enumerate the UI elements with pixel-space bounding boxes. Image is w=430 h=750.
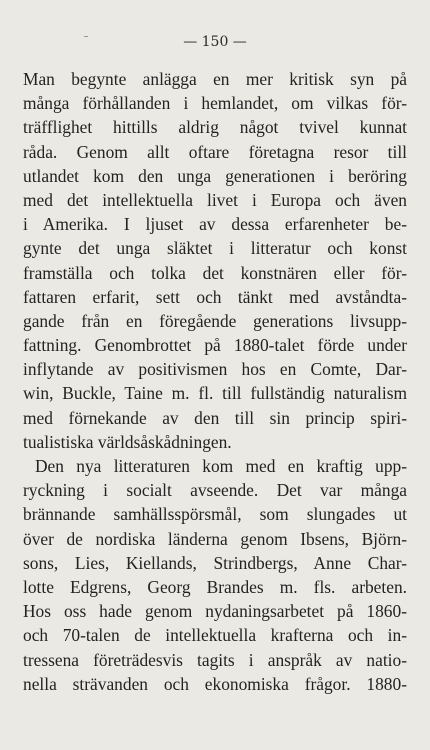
text-line: sons, Lies, Kiellands, Strindbergs, Anne Char-: [23, 552, 407, 573]
text-line: win, Buckle, Taine m. fl. till fullständig naturalism: [23, 383, 407, 404]
text-line: gande från en föregående generations livsupp-: [23, 310, 407, 331]
text-line: många förhållanden i hemlandet, om vilkas för-: [23, 93, 407, 114]
text-line: Man begynte anlägga en mer kritisk syn på: [23, 69, 407, 89]
text-line: tressena företrädesvis tagits i anspråk av natio-: [23, 649, 407, 670]
paragraph-1: [23, 67, 407, 454]
text-line: över de nordiska länderna genom Ibsens, Björn-: [23, 528, 407, 549]
text-line: med det intellektuella livet i Europa och även: [23, 189, 407, 210]
page-number: — 150 —: [183, 34, 247, 50]
text-line: gynte det unga släktet i litteratur och konst: [23, 238, 407, 259]
text-line: inflytande av positivismen hos en Comte, Dar-: [23, 359, 407, 380]
text-line: ryckning i socialt avseende. Det var många: [23, 480, 407, 501]
text-line: brännande samhällsspörsmål, som slungades ut: [23, 504, 407, 525]
text-line: tualistiska världsåskådningen.: [23, 431, 232, 452]
text-line: träfflighet hittills aldrig något tvivel kunnat: [23, 117, 407, 138]
text-line: med förnekande av den till sin princip spiri-: [23, 407, 407, 428]
text-line: fattaren erfarit, sett och tänkt med avståndta-: [23, 286, 407, 307]
text-line: framställa och tolka det konstnären eller för-: [23, 262, 407, 283]
text-line: utlandet kom den unga generationen i beröring: [23, 165, 407, 186]
text-line: och 70-talen de intellektuella krafterna och in-: [23, 625, 407, 646]
text-line: fattning. Genombrottet på 1880-talet förde under: [23, 335, 407, 356]
text-line: lotte Edgrens, Georg Brandes m. fls. arbeten.: [23, 576, 407, 597]
text-line: Hos oss hade genom nydaningsarbetet på 1860-: [23, 601, 407, 622]
body-text: [23, 67, 407, 696]
text-line: råda. Genom allt oftare företagna resor till: [23, 141, 407, 162]
paragraph-2: [23, 454, 407, 696]
text-line: Den nya litteraturen kom med en kraftig upp-: [35, 456, 407, 476]
text-line: i Amerika. I ljuset av dessa erfarenheter be-: [23, 214, 407, 235]
text-line: nella strävanden och ekonomiska frågor. 1880-: [23, 673, 407, 694]
